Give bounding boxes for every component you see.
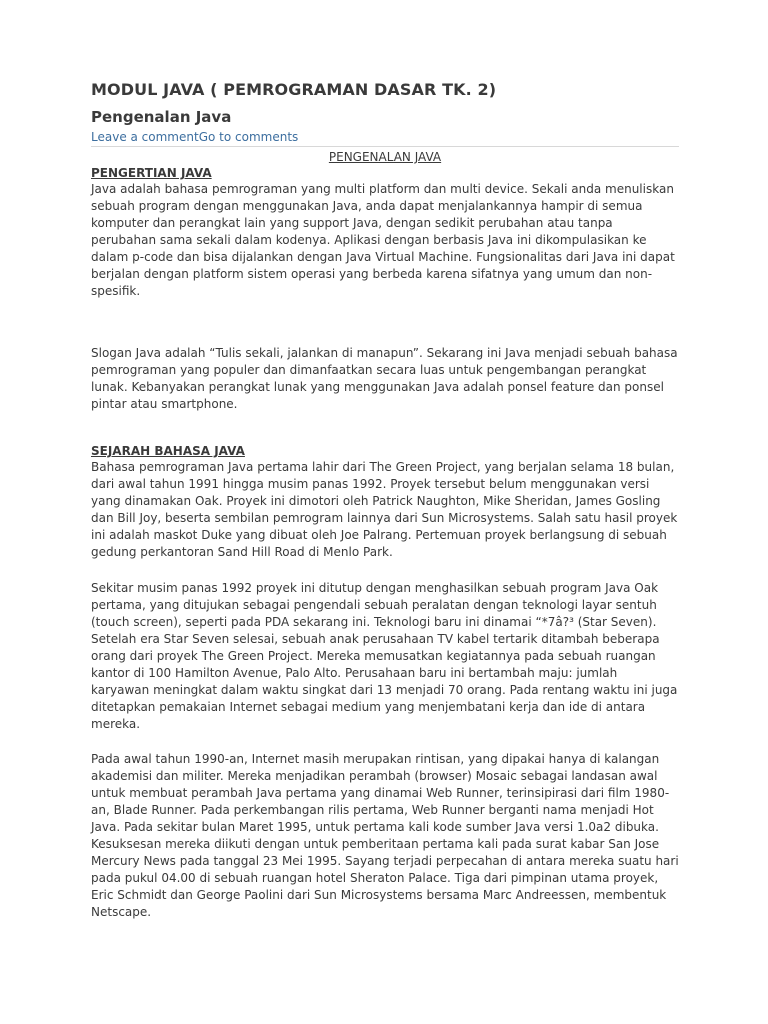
paragraph: Pada awal tahun 1990-an, Internet masih merupakan rintisan, yang dipakai hanya di kalangan akademisi dan militer. Mereka menjadikan perambah (browser) Mosaic sebagai landasan awal untuk membuat perambah Java pertama yang dinamai Web Runner, terinsipirasi dari film 1980-an, Blade Runner. Pada perkembangan rilis pertama, Web Runner berganti nama menjadi Hot Java. Pada sekitar bulan Maret 1995, untuk pertama kali kode sumber Java versi 1.0a2 dibuka. Kesuksesan mereka diikuti dengan untuk pemberitaan pertama kali pada surat kabar San Jose Mercury News pada tanggal 23 Mei 1995. Sayang terjadi perpecahan di antara mereka suatu hari pada pukul 04.00 di sebuah ruangan hotel Sheraton Palace. Tiga dari pimpinan utama proyek, Eric Schmidt dan George Paolini dari Sun Microsystems bersama Marc Andreessen, membentuk Netscape. xyxy=(91,752,679,919)
document-title: MODUL JAVA ( PEMROGRAMAN DASAR TK. 2) xyxy=(91,80,497,99)
section-heading-pengertian: PENGERTIAN JAVA xyxy=(91,166,212,180)
section-heading-sejarah: SEJARAH BAHASA JAVA xyxy=(91,444,245,458)
title-divider xyxy=(91,146,679,147)
paragraph: Sekitar musim panas 1992 proyek ini ditutup dengan menghasilkan sebuah program Java Oak pertama, yang ditujukan sebagai pengendali sebuah peralatan dengan teknologi layar sentuh (touch screen), seperti pada PDA sekarang ini. Teknologi baru ini dinamai “*7â?³ (Star Seven). Setelah era Star Seven selesai, sebuah anak perusahaan TV kabel tertarik ditambah beberapa orang dari proyek The Green Project. Mereka memusatkan kegiatannya pada sebuah ruangan kantor di 100 Hamilton Avenue, Palo Alto. Perusahaan baru ini bertambah maju: jumlah karyawan meningkat dalam waktu singkat dari 13 menjadi 70 orang. Pada rentang waktu ini juga ditetapkan pemakaian Internet sebagai medium yang menjembatani kerja dan ide di antara mereka. xyxy=(91,581,678,731)
paragraph: Bahasa pemrograman Java pertama lahir dari The Green Project, yang berjalan selama 18 bulan, dari awal tahun 1991 hingga musim panas 1992. Proyek tersebut belum menggunakan versi yang dinamakan Oak. Proyek ini dimotori oleh Patrick Naughton, Mike Sheridan, James Gosling dan Bill Joy, beserta sembilan pemrogram lainnya dari Sun Microsystems. Salah satu hasil proyek ini adalah maskot Duke yang dibuat oleh Joe Palrang. Pertemuan proyek berlangsung di sebuah gedung perkantoran Sand Hill Road di Menlo Park. xyxy=(91,460,678,559)
centered-heading: PENGENALAN JAVA xyxy=(328,150,442,164)
paragraph: Slogan Java adalah “Tulis sekali, jalankan di manapun”. Sekarang ini Java menjadi sebuah bahasa pemrograman yang populer dan dimanfaatkan secara luas untuk pengembangan perangkat lunak. Kebanyakan perangkat lunak yang menggunakan Java adalah ponsel feature dan ponsel pintar atau smartphone. xyxy=(91,346,678,411)
post-title: Pengenalan Java xyxy=(91,108,232,126)
leave-comment-link[interactable]: Leave a comment xyxy=(91,130,199,144)
post-meta-links xyxy=(91,130,298,144)
go-to-comments-link[interactable]: Go to comments xyxy=(198,130,299,144)
paragraph: Java adalah bahasa pemrograman yang multi platform dan multi device. Sekali anda menuliskan sebuah program dengan menggunakan Java, anda dapat menjalankannya hampir di semua komputer dan perangkat lain yang support Java, dengan sedikit perubahan atau tanpa perubahan sama sekali dalam kodenya. Aplikasi dengan berbasis Java ini dikompulasikan ke dalam p-code dan bisa dijalankan dengan Java Virtual Machine. Fungsionalitas dari Java ini dapat berjalan dengan platform sistem operasi yang berbeda karena sifatnya yang umum dan non-spesifik. xyxy=(91,182,675,298)
